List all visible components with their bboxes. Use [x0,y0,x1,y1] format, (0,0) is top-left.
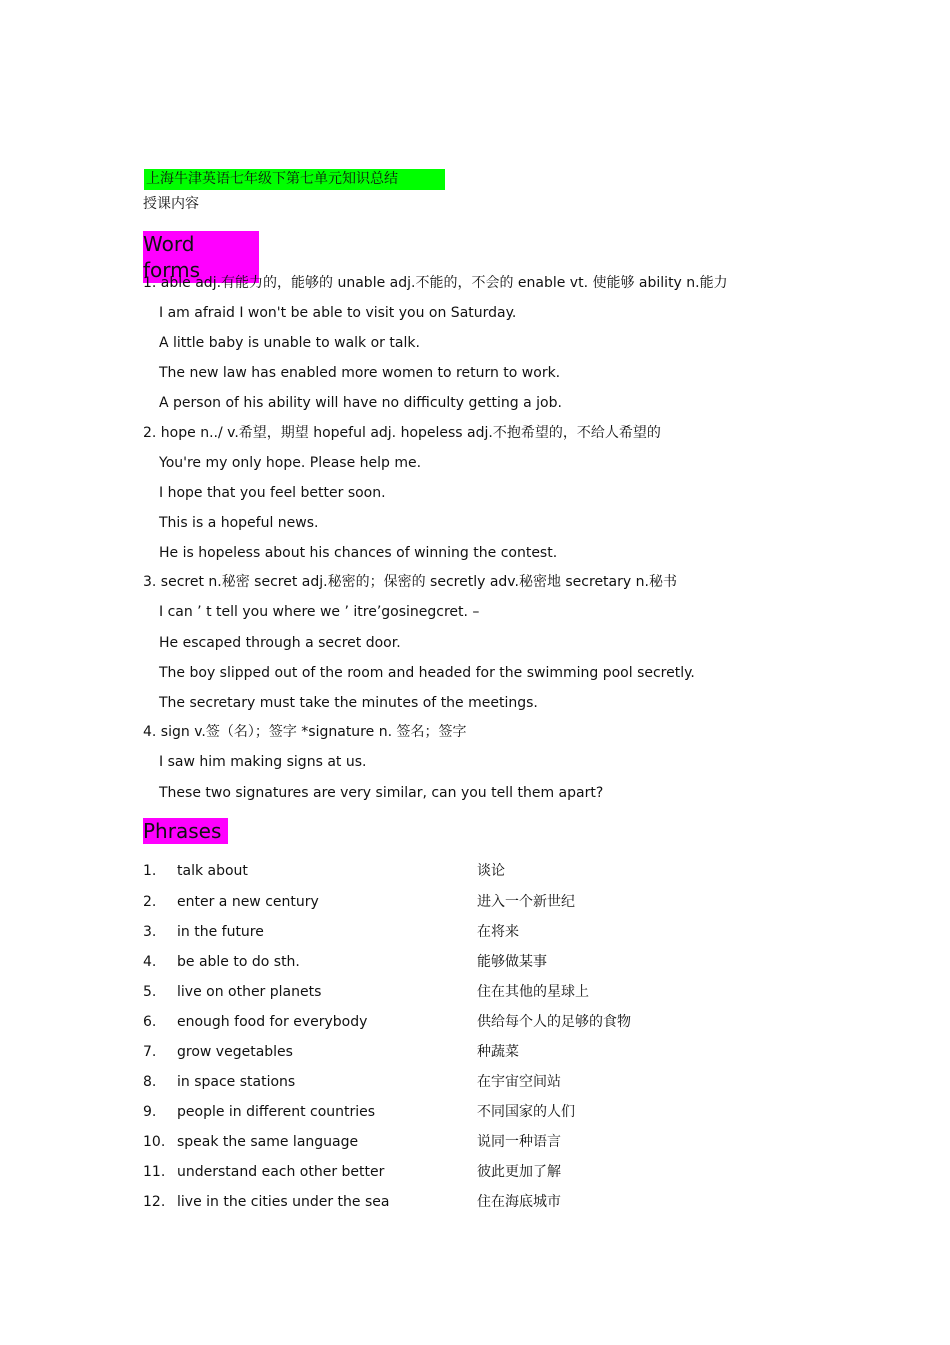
example-sentence: A person of his ability will have no difficulty getting a job. [159,395,562,411]
entry-hope-head: 2. hope n../ v.希望，期望 hopeful adj. hopeless adj.不抱希望的，不给人希望的 [143,425,661,441]
phrase-chinese: 住在其他的星球上 [477,984,589,1000]
entry-secret-head: 3. secret n.秘密 secret adj.秘密的；保密的 secretly adv.秘密地 secretary n.秘书 [143,574,677,590]
phrase-english: in the future [177,924,264,940]
phrases-heading: Phrases [143,818,228,844]
example-sentence: He is hopeless about his chances of winning the contest. [159,545,558,561]
phrase-chinese: 在将来 [477,924,519,940]
document-title: 上海牛津英语七年级下第七单元知识总结 [144,169,445,190]
phrase-number: 10. [143,1134,166,1150]
phrase-english: enter a new century [177,894,319,910]
phrase-english: people in different countries [177,1104,376,1120]
example-sentence: You're my only hope. Please help me. [159,455,422,471]
phrase-number: 7. [143,1044,157,1060]
phrase-chinese: 住在海底城市 [477,1194,561,1210]
example-sentence: I can ’ t tell you where we ’ itre’gosinegcret. – [159,604,480,620]
phrase-english: grow vegetables [177,1044,293,1060]
example-sentence: This is a hopeful news. [159,515,319,531]
phrase-english: speak the same language [177,1134,359,1150]
phrase-number: 2. [143,894,157,910]
phrase-chinese: 说同一种语言 [477,1134,561,1150]
phrase-english: be able to do sth. [177,954,300,970]
phrase-english: enough food for everybody [177,1014,368,1030]
phrase-english: live on other planets [177,984,322,1000]
phrase-chinese: 谈论 [477,863,505,879]
example-sentence: I saw him making signs at us. [159,754,367,770]
phrase-chinese: 能够做某事 [477,954,547,970]
example-sentence: I am afraid I won't be able to visit you on Saturday. [159,305,517,321]
phrase-number: 5. [143,984,157,1000]
phrase-number: 6. [143,1014,157,1030]
example-sentence: The new law has enabled more women to return to work. [159,365,561,381]
phrase-chinese: 供给每个人的足够的食物 [477,1014,631,1030]
phrase-chinese: 种蔬菜 [477,1044,519,1060]
example-sentence: The boy slipped out of the room and headed for the swimming pool secretly. [159,665,695,681]
phrase-number: 8. [143,1074,157,1090]
phrase-english: live in the cities under the sea [177,1194,390,1210]
phrase-number: 4. [143,954,157,970]
lesson-content-label: 授课内容 [143,196,199,212]
phrase-number: 9. [143,1104,157,1120]
phrase-number: 11. [143,1164,166,1180]
phrase-number: 12. [143,1194,166,1210]
example-sentence: The secretary must take the minutes of the meetings. [159,695,538,711]
phrase-chinese: 在宇宙空间站 [477,1074,561,1090]
phrase-chinese: 彼此更加了解 [477,1164,561,1180]
phrase-number: 1. [143,863,157,879]
phrase-chinese: 进入一个新世纪 [477,894,575,910]
phrase-english: in space stations [177,1074,296,1090]
example-sentence: I hope that you feel better soon. [159,485,386,501]
phrase-number: 3. [143,924,157,940]
example-sentence: These two signatures are very similar, can you tell them apart? [159,785,604,801]
phrase-chinese: 不同国家的人们 [477,1104,575,1120]
entry-sign-head: 4. sign v.签（名）；签字 *signature n. 签名；签字 [143,724,467,740]
phrase-english: understand each other better [177,1164,385,1180]
phrase-english: talk about [177,863,248,879]
example-sentence: He escaped through a secret door. [159,635,401,651]
example-sentence: A little baby is unable to walk or talk. [159,335,420,351]
word-forms-heading: Word forms [143,231,259,283]
entry-able-head: 1. able adj.有能力的，能够的 unable adj.不能的，不会的 enable vt. 使能够 ability n.能力 [143,275,728,291]
